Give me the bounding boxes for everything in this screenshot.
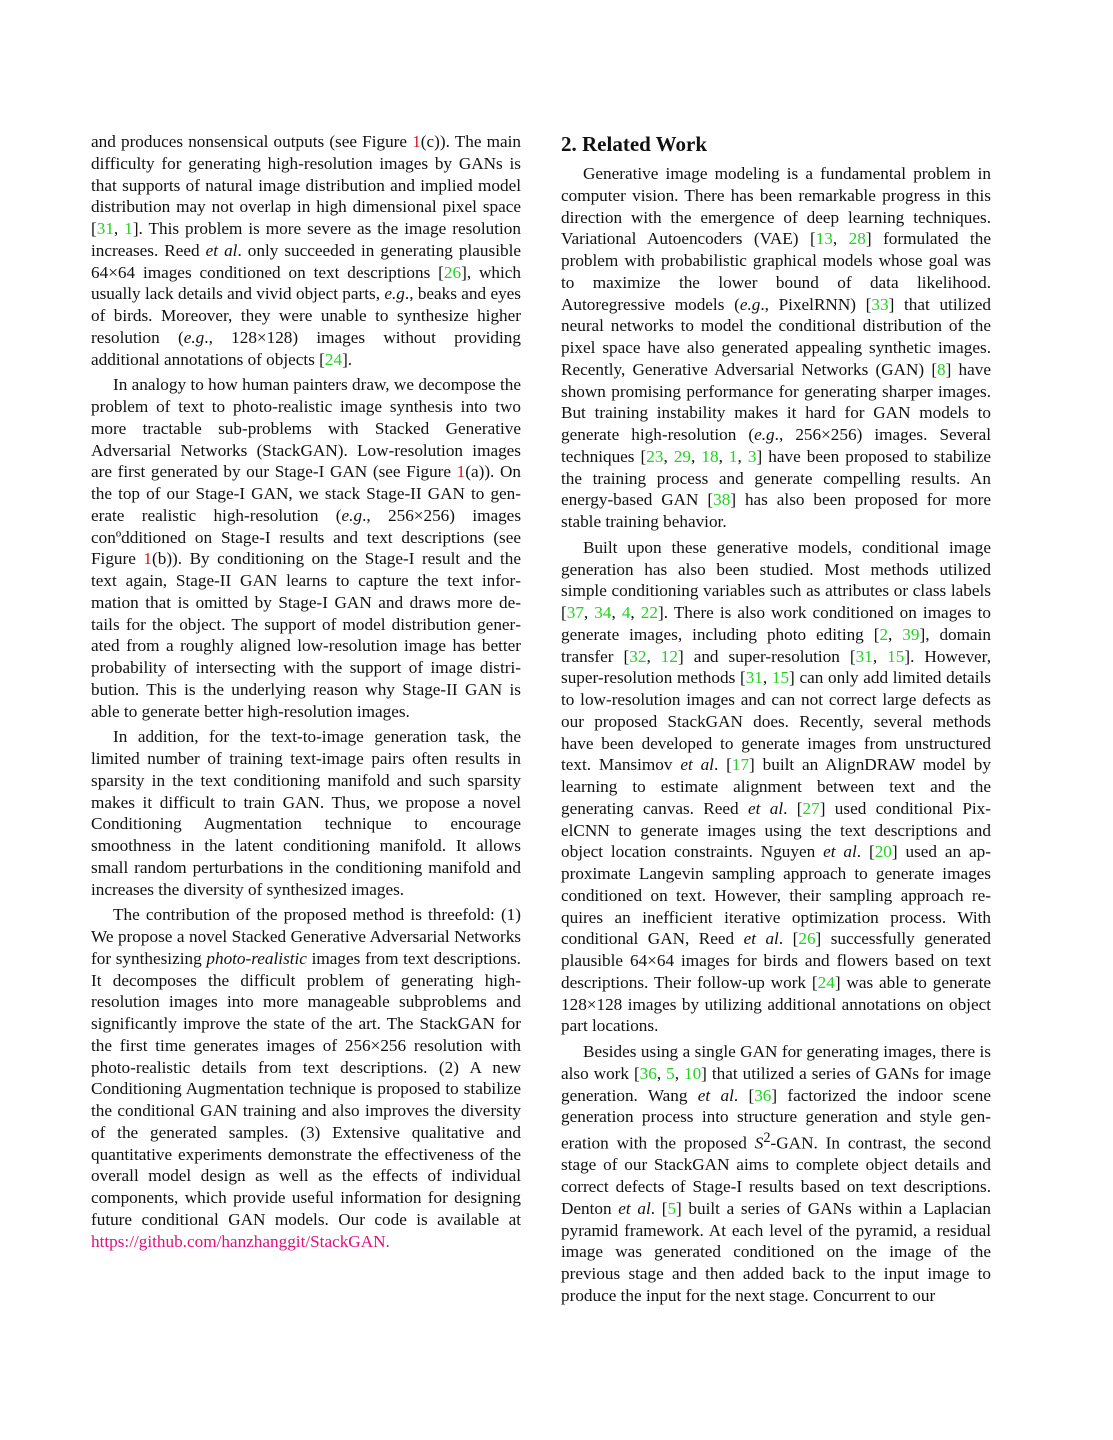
paragraph-multi-gan: Besides using a single GAN for generating images, there is also work [36, 5, 10] that utilized a series of GANs for image generation. Wang et al. [36] factorized the indoor scene generation process into structure generation and style generation with the proposed $S^2$-GAN. In contrast, the second stage of our StackGAN aims to complete object details and correct defects of Stage-I results based on text descriptions. Denton et al. [5] built a series of GANs within a Laplacian pyramid framework. At each level of the pyramid, a residual image was generated conditioned on the image of the previous stage and then added back to the input image to produce the input for the next stage. Concurrent to our [561, 1042, 992, 1305]
text: In addition, for the text-to-image generation task, the limited number of training text-image pairs often results in sparsity in the text conditioning manifold and such sparsity makes it difficult to train GAN. Thus, we propose a novel Conditioning Augmentation technique to encourage smoothness in the latent conditioning manifold. It allows small random perturbations in the conditioning manifold and increases the diversity of synthesized images. [91, 727, 521, 899]
citation-link[interactable]: 38 [713, 490, 731, 510]
citation-link[interactable]: 12 [660, 646, 678, 666]
paragraph-analogy [91, 374, 521, 722]
paragraph-intro-continued [91, 131, 521, 370]
text: ] can only add limited details to low-resolution images and can not correct large defects as our proposed StackGAN does. Recently, several methods have been developed to generate images from unstructured text. Mansimov [561, 668, 991, 775]
text: ] have been proposed to stabilize the training process and generate compelling results. An energy-based GAN [ [561, 446, 992, 510]
text: ] have shown promising performance for generating sharper images. But training instability makes it hard for GAN models to generate high-resolution ( [561, 359, 991, 444]
paragraph-conditioning [91, 726, 521, 900]
section-heading: 2. Related Work [561, 132, 708, 156]
citation-link[interactable]: 15 [771, 668, 790, 688]
text: e.g [754, 425, 775, 444]
citation-link[interactable]: 13 [815, 229, 833, 249]
citation-link[interactable]: 20 [874, 842, 892, 862]
paragraph-generative-models: Generative image modeling is a fundamental problem in computer vision. There has been remarkable progress in this direction with the emergence of deep learning techniques. Variational Autoencoders (VAE) [13, 28] formulated the problem with probabilistic graphical models whose goal was to maximize the lower bound of data likelihood. Autoregressive models (e.g., PixelRNN) [33] that utilized neural networks to model the conditional distribution of the pixel space have also generated appealing synthetic images. Recently, Generative Adversarial Networks (GAN) [8] have shown promising performance for generating sharper images. But training instability makes it hard for GAN models to generate high-resolution (e.g., 256×256) images. Several techniques [23, 29, 18, 1, 3] have been proposed to stabilize the training process and generate compelling results. An energy-based GAN [38] has also been proposed for more stable training behavior. [561, 164, 992, 531]
text: et al [680, 755, 714, 775]
text: ], which usually lack details and vivid object parts, [91, 262, 521, 304]
text: -GAN. In contrast, the second stage of our StackGAN aims to complete object details and correct defects of Stage-I results based on text descriptions. Denton [561, 1133, 991, 1218]
citation-link[interactable]: 15 [887, 646, 905, 666]
citation-link[interactable]: 33 [871, 294, 889, 314]
text: . [ [778, 929, 799, 949]
text: ]. This problem is more severe as the image resolution increases. Reed [91, 219, 521, 260]
text: In analogy to how human painters draw, we decompose the problem of text to photo-realistic image synthesis into two more tractable sub-problems with Stacked Generative Adversarial Networks (StackGAN). Low-resolution images are first generated by our Stage-I GAN (see Figure [91, 375, 521, 482]
citation-link[interactable]: 1 [728, 446, 738, 466]
text: . [ [783, 798, 803, 818]
text: et al [697, 1085, 734, 1105]
citation-link[interactable]: 29 [673, 446, 692, 466]
text: ] factorized the indoor scene generation process into structure generation and style generation with the proposed [561, 1085, 992, 1153]
text: , [113, 219, 125, 238]
text: ., PixelRNN) [ [760, 294, 872, 314]
citation-link[interactable]: 31 [96, 219, 114, 238]
text: photo-realistic [206, 948, 307, 968]
text: Besides using a single GAN for generating images, there is also work [ [561, 1042, 991, 1083]
citation-link[interactable]: 2 [879, 624, 889, 644]
text: e.g [341, 505, 363, 525]
text: et al [747, 798, 784, 818]
paragraph-contribution [91, 904, 521, 1252]
text: Built upon these generative models, conditional image generation has also been studied. Most methods utilized simple conditioning variables such as attributes or class labels [ [561, 537, 991, 622]
text: ] successfully generated plausible 64×64 images for birds and flowers based on text descriptions. Their follow-up work [ [561, 929, 991, 992]
text: 2 [763, 1130, 771, 1146]
text: . [385, 1231, 390, 1251]
citation-link[interactable]: 32 [629, 646, 647, 666]
citation-link[interactable]: 17 [731, 755, 750, 775]
text: ]. [342, 349, 353, 369]
text: e.g [739, 294, 761, 314]
text: (c)). The main difficulty for generating high-resolution images by GANs is that supports of natural image distribution and implied model distribution may not overlap in high dimensional pixel space [ [91, 132, 521, 238]
text: ., 256×256) images. Several techniques [ [561, 425, 992, 466]
text: Generative image modeling is a fundamental problem in computer vision. There has been remarkable progress in this direction with the emergence of deep learning techniques. Variational Autoencoders (VAE) [ [561, 164, 991, 249]
text: ] has also been proposed for more stable training behavior. [561, 490, 991, 531]
citation-link[interactable]: 26 [798, 929, 816, 949]
citation-link[interactable]: 34 [594, 603, 612, 622]
citation-link[interactable]: 22 [640, 603, 658, 622]
text: S [754, 1133, 764, 1153]
text: ] used an approximate Langevin sampling approach to generate images conditioned on text. However, their sampling approach requires an inefficient iterative optimization process. With conditional GAN, Reed [561, 842, 991, 949]
citation-link[interactable]: 37 [566, 603, 584, 622]
citation-link[interactable]: 39 [902, 624, 920, 644]
left-column [91, 131, 521, 1256]
text: . [ [856, 842, 875, 862]
citation-link[interactable]: 24 [817, 972, 835, 992]
text: ] used conditional PixelCNN to generate images using the text descriptions and object location constraints. Nguyen [561, 798, 991, 862]
citation-link[interactable]: 36 [639, 1063, 657, 1083]
citation-link[interactable]: 10 [683, 1063, 702, 1083]
text: ] built a series of GANs within a Laplacian pyramid framework. At each level of the pyramid, a residual image was generated conditioned on the image of the previous stage and then added back to the input image to produce the input for the next stage. Concurrent to our [561, 1198, 991, 1305]
text: et al [823, 842, 857, 862]
text: . [ [713, 755, 732, 775]
text: ] that utilized neural networks to model the conditional distribution of the pixel space have also generated appealing synthetic images. Recently, Generative Adversarial Networks (GAN) [ [561, 294, 992, 379]
citation-link[interactable]: 23 [646, 446, 664, 466]
citation-link[interactable]: 28 [848, 229, 866, 249]
text: ., 128×128) images without providing additional annotations of objects [ [91, 327, 521, 369]
text: . [ [733, 1085, 755, 1105]
citation-link[interactable]: 36 [754, 1085, 772, 1105]
citation-link[interactable]: 8 [937, 359, 946, 379]
text: ] that utilized a series of GANs for image generation. Wang [561, 1063, 991, 1105]
paragraph-conditional-generation: Built upon these generative models, conditional image generation has also been studied. Most methods utilized simple conditioning variables such as attributes or class labels [37, 34, 4, 22]. There is also work conditioned on images to generate images, including photo editing [2, 39], domain transfer [32, 12] and super-resolution [31, 15]. However, super-resolution methods [31, 15] can only add limited details to low-resolution images and can not correct large defects as our proposed StackGAN does. Recently, several methods have been developed to generate images from unstructured text. Mansimov et al. [17] built an AlignDRAW model by learning to estimate alignment between text and the generating canvas. Reed et al. [27] used conditional PixelCNN to generate images using the text descriptions and object location constraints. Nguyen et al. [20] used an approximate Langevin sampling approach to generate images conditioned on text. However, their sampling approach requires an inefficient iterative optimization process. With conditional GAN, Reed et al. [26] successfully generated plausible 64×64 images for birds and flowers based on text descriptions. Their follow-up work [24] was able to generate 128×128 images by utilizing additional annotations on object part locations. [561, 537, 992, 1036]
citation-link[interactable]: 1 [124, 219, 133, 238]
figure-ref-link[interactable]: 1 [143, 549, 152, 569]
text: . [ [650, 1198, 668, 1218]
right-column [561, 131, 991, 1311]
citation-link[interactable]: 31 [745, 668, 763, 688]
text: e.g [384, 284, 405, 304]
figure-ref-link[interactable]: 1 [412, 132, 421, 151]
text: ., beaks and eyes of birds. Moreover, they were unable to synthesize higher resolution ( [91, 284, 521, 347]
text: et al [743, 929, 779, 949]
figure-ref-link[interactable]: 1 [456, 462, 466, 482]
text: e.g [183, 327, 205, 347]
text: ] and super-resolution [ [677, 646, 856, 666]
citation-link[interactable]: 5 [666, 1063, 675, 1083]
text: et al [205, 240, 238, 260]
citation-link[interactable]: 5 [667, 1198, 677, 1218]
text: ] formulated the problem with probabilistic graphical models whose goal was to maximize the lower bound of data likelihood. Autoregressive models ( [561, 229, 991, 314]
text: ., 256×256) images conºdditioned on Stage-I results and text descriptions (see Figure [91, 505, 522, 569]
text: images from text descriptions. It decomposes the difficult problem of generating high-resolution images into more manageable subproblems and significantly improve the state of the art. The StackGAN for the first time generates images of 256×256 resolution with photo-realistic details from text descriptions. (2) A new Conditioning Augmentation technique is proposed to stabilize the conditional GAN training and also improves the diversity of the generated samples. (3) Extensive qualitative and quantitative experiments demonstrate the effectiveness of the overall model design as well as the effects of individual components, which provide useful information for designing future conditional GAN models. Our code is available at [91, 948, 521, 1229]
citation-link[interactable]: 31 [855, 646, 873, 666]
text: and produces nonsensical outputs (see Figure [91, 132, 413, 151]
text: (b)). By conditioning on the Stage-I result and the text again, Stage-II GAN learns to capture the text information that is omitted by Stage-I GAN and draws more details for the object. The support of model distribution generated from a roughly aligned low-resolution image has better probability of intersecting with the support of image distribution. This is the underlying reason why Stage-II GAN is able to generate better high-resolution images. [91, 549, 522, 721]
text: ]. There is also work conditioned on images to generate images, including photo editing [ [561, 603, 992, 644]
text: ] was able to generate 128×128 images by utilizing additional annotations on object part locations. [561, 972, 991, 1036]
text: et al [618, 1198, 651, 1218]
citation-link[interactable]: 27 [802, 798, 820, 818]
text: The contribution of the proposed method is threefold: (1) We propose a novel Stacked Generative Adversarial Networks for synthesizing [91, 905, 521, 968]
text: ] built an AlignDRAW model by learning to estimate alignment between text and the generating canvas. Reed [561, 755, 991, 818]
text: (a)). On the top of our Stage-I GAN, we stack Stage-II GAN to generate realistic high-resolution ( [91, 462, 521, 525]
citation-link[interactable]: 24 [324, 349, 343, 369]
citation-link[interactable]: 18 [701, 446, 719, 466]
citation-link[interactable]: 3 [747, 446, 757, 466]
code-url-link[interactable]: https://github.com/hanzhanggit/StackGAN [91, 1231, 386, 1251]
citation-link[interactable]: 26 [443, 262, 462, 282]
text: . only succeeded in generating plausible 64×64 images conditioned on text descriptions [ [91, 240, 521, 282]
text: ], domain transfer [ [561, 624, 992, 666]
text: ]. However, super-resolution methods [ [561, 646, 992, 688]
citation-link[interactable]: 4 [621, 603, 631, 622]
text: , [832, 229, 849, 249]
